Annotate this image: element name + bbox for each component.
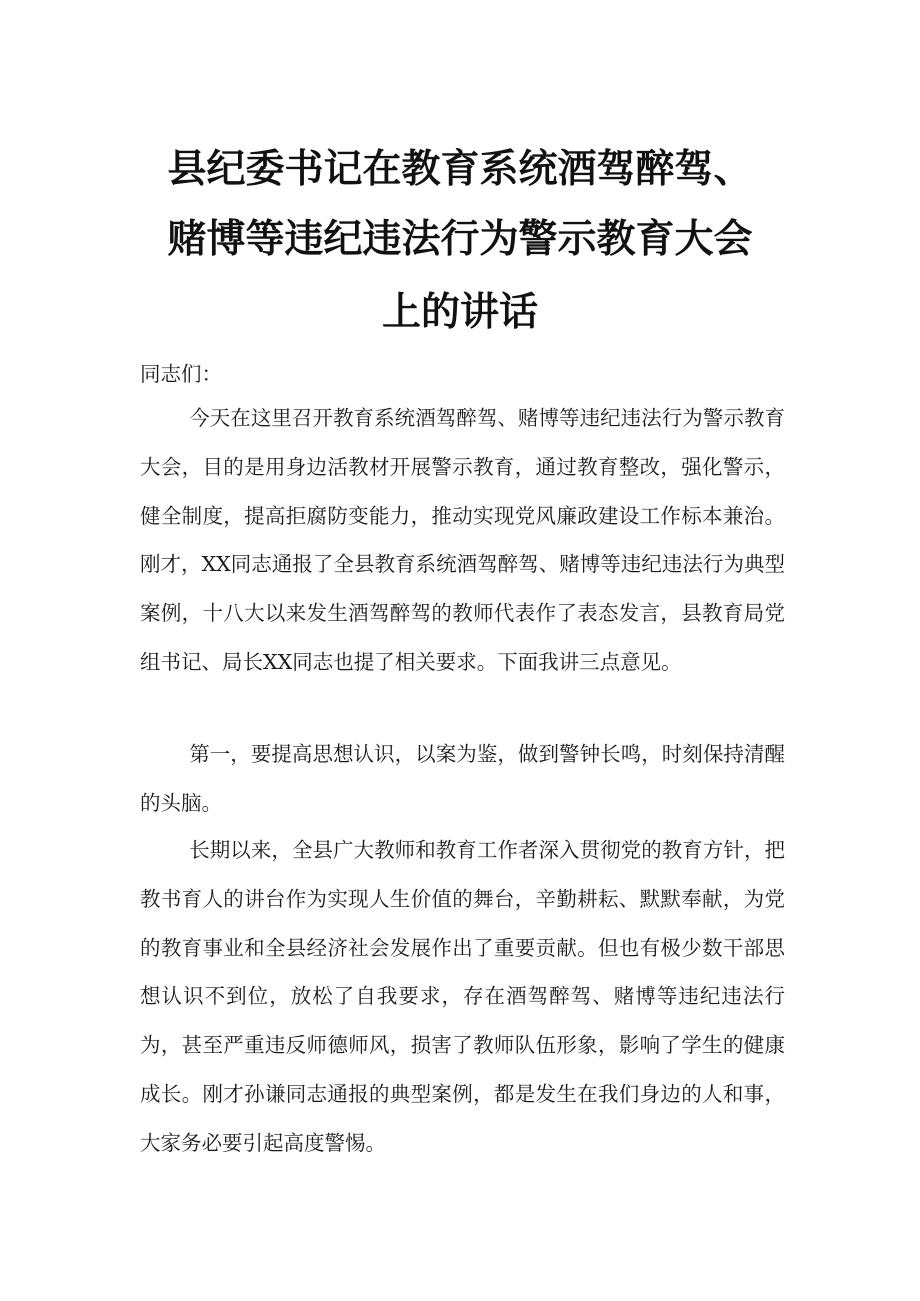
greeting: 同志们：	[140, 362, 222, 386]
paragraph-intro: 今天在这里召开教育系统酒驾醉驾、赌博等违纪违法行为警示教育大会，目的是用身边活教材开展警示教育，通过教育整改，强化警示，健全制度，提高拒腐防变能力，推动实现党风廉政建设工作标本兼治。刚才，XX同志通报了全县教育系统酒驾醉驾、赌博等违纪违法行为典型案例，十八大以来发生酒驾醉驾的教师代表作了表态发言，县教育局党组书记、局长XX同志也提了相关要求。下面我讲三点意见。	[140, 406, 785, 674]
paragraph-body: 长期以来，全县广大教师和教育工作者深入贯彻党的教育方针，把教书育人的讲台作为实现人生价值的舞台，辛勤耕耘、默默奉献，为党的教育事业和全县经济社会发展作出了重要贡献。但也有极少数干部思想认识不到位，放松了自我要求，存在酒驾醉驾、赌博等违纪违法行为，甚至严重违反师德师风，损害了教师队伍形象，影响了学生的健康成长。刚才孙谦同志通报的典型案例，都是发生在我们身边的人和事，大家务必要引起高度警惕。	[140, 838, 785, 1155]
document-title-line-1: 县纪委书记在教育系统酒驾醉驾、	[167, 147, 753, 192]
paragraph-point-one: 第一，要提高思想认识，以案为鉴，做到警钟长鸣，时刻保持清醒的头脑。	[140, 742, 785, 815]
document-title-line-2: 赌博等违纪违法行为警示教育大会	[167, 217, 753, 262]
document-title-line-3: 上的讲话	[381, 290, 538, 335]
